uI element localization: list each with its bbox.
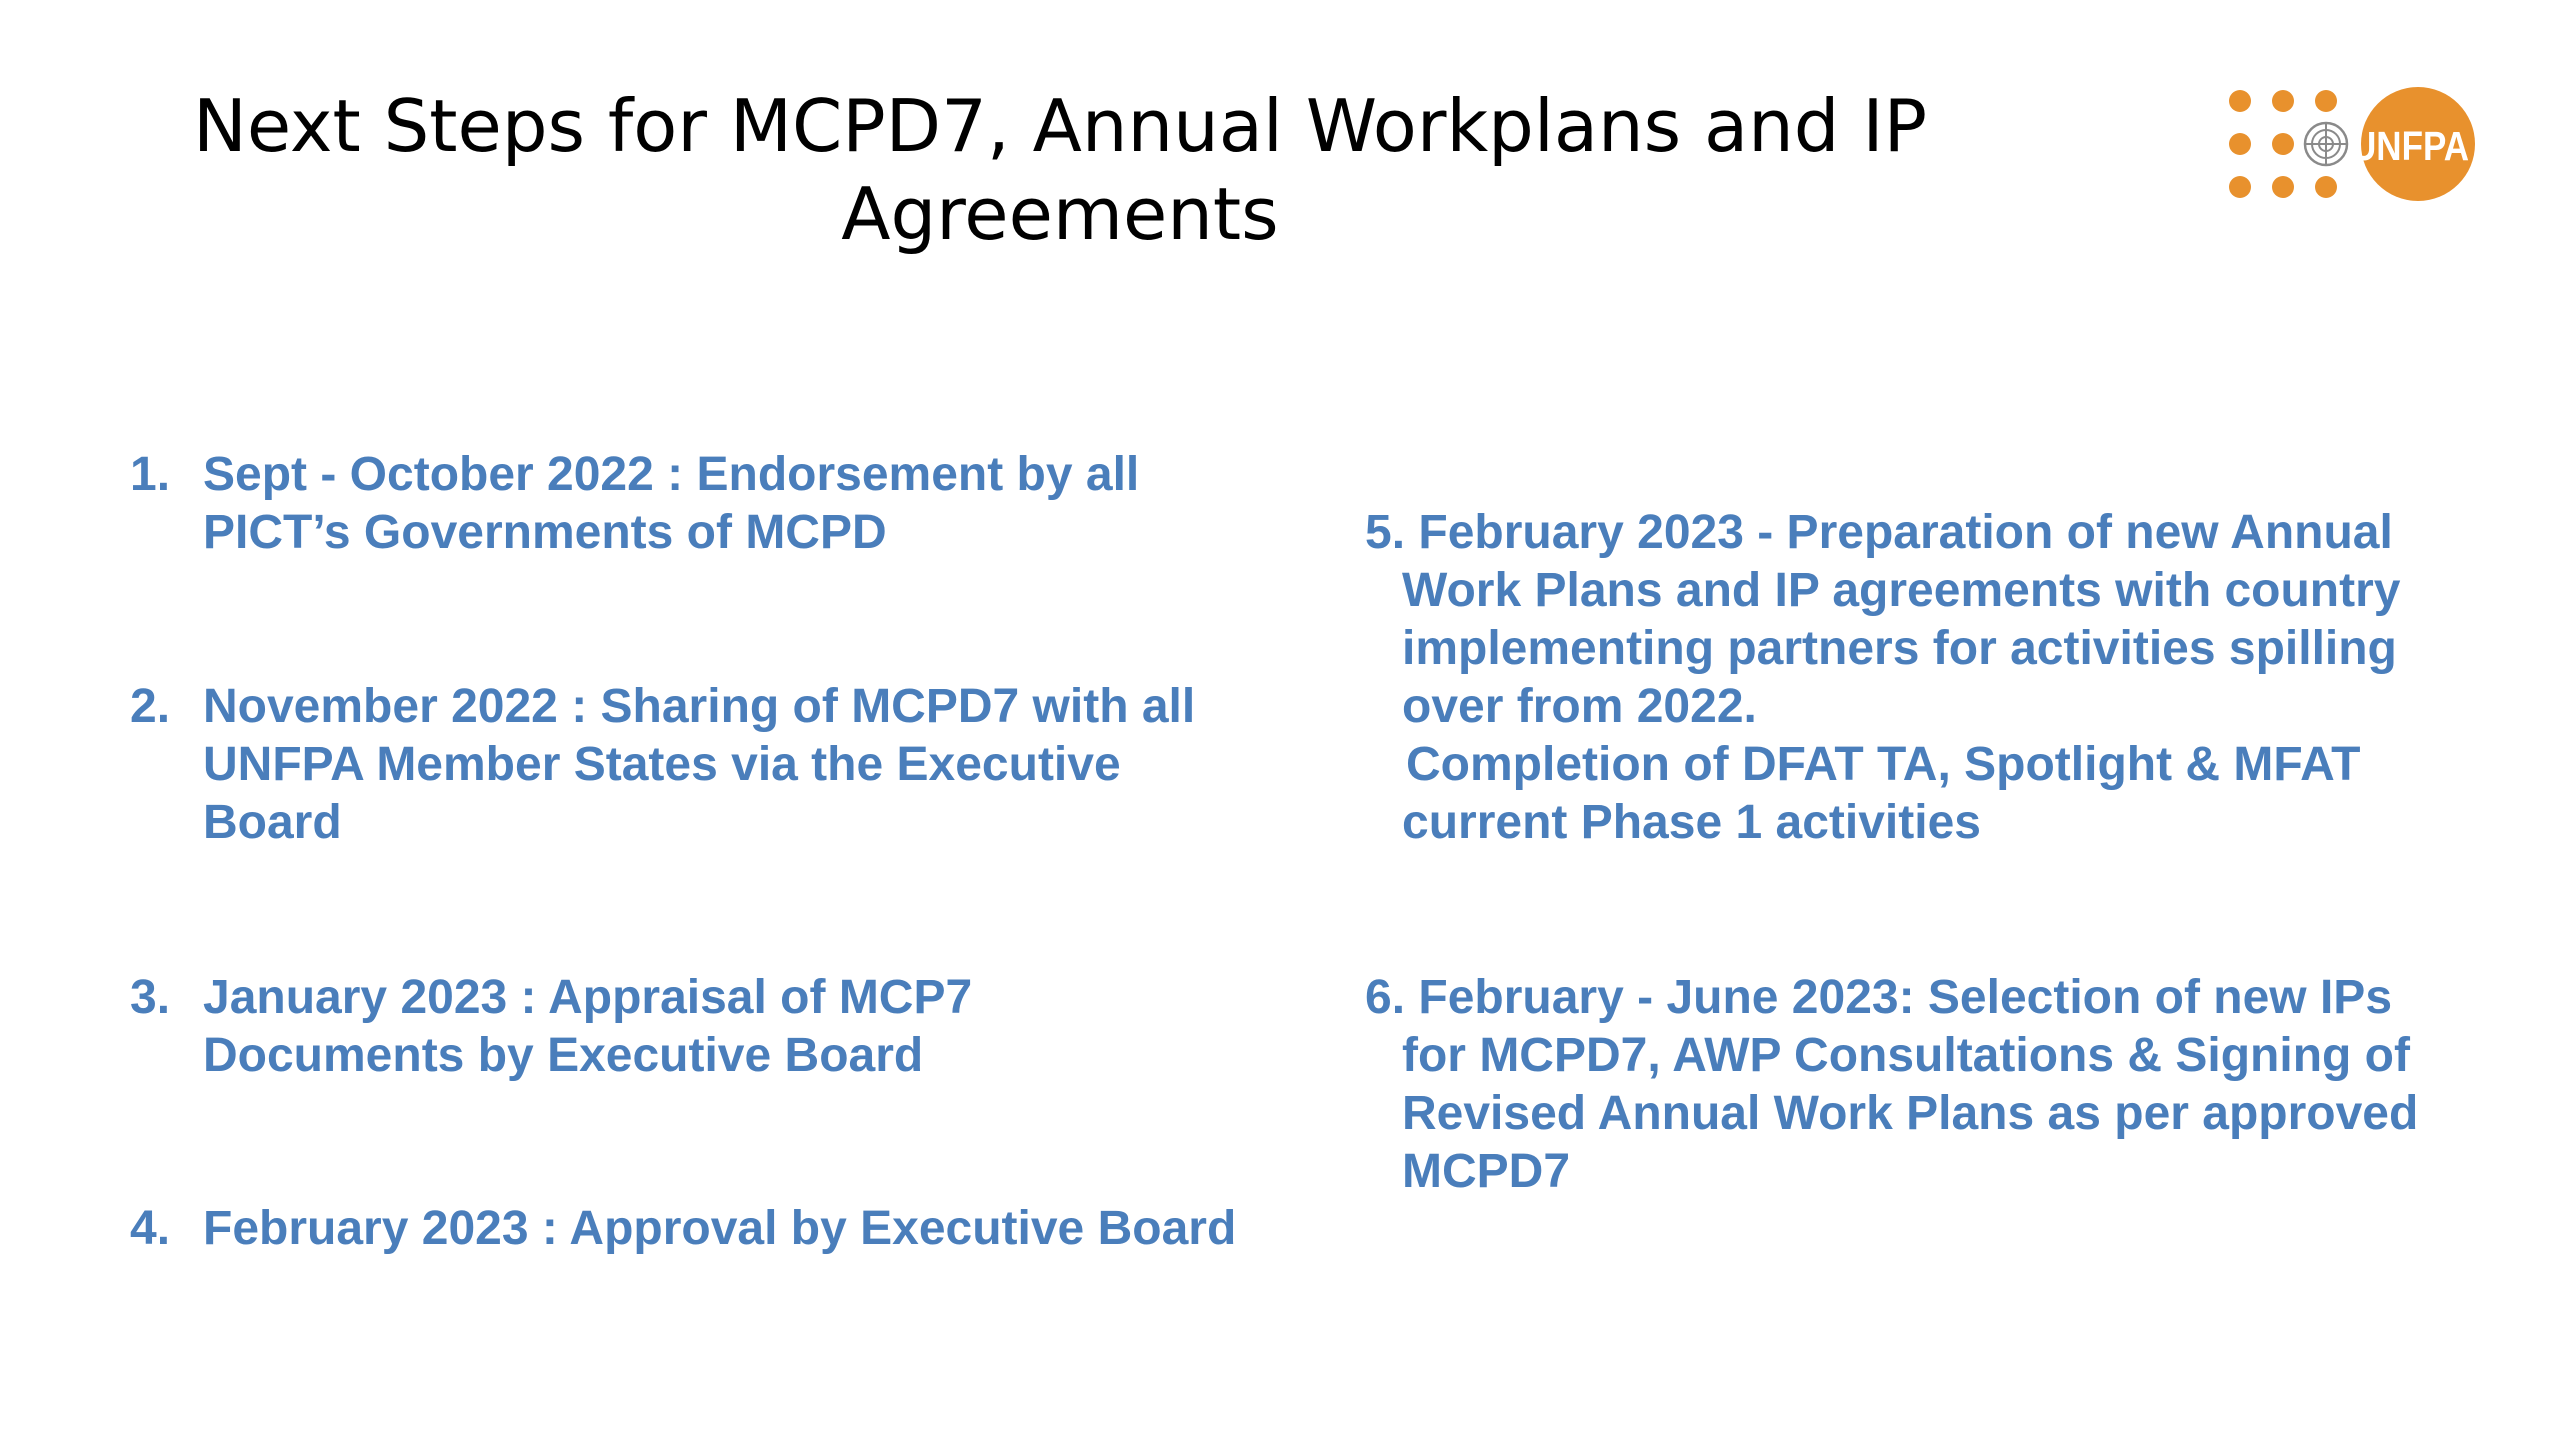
step-line: Completion of DFAT TA, Spotlight & MFAT <box>1406 738 2361 791</box>
step-item-3 <box>130 969 972 1085</box>
step-line: Documents by Executive Board <box>203 1029 924 1082</box>
step-number: 1. <box>130 448 171 501</box>
step-line: February - June 2023: Selection of new IPs <box>1418 971 2393 1024</box>
step-line: November 2022 : Sharing of MCPD7 with all <box>203 680 1196 733</box>
step-line: Board <box>203 796 342 849</box>
step-line: Revised Annual Work Plans as per approved <box>1402 1087 2419 1140</box>
step-line: Work Plans and IP agreements with country <box>1402 564 2401 617</box>
step-line: January 2023 : Appraisal of MCP7 <box>203 971 973 1024</box>
step-line: implementing partners for activities spilling <box>1402 622 2397 675</box>
step-number: 2. <box>130 680 171 733</box>
step-line: February 2023 - Preparation of new Annual <box>1418 506 2393 559</box>
step-item-2 <box>130 678 1195 852</box>
step-item-4 <box>130 1200 1236 1258</box>
step-line: for MCPD7, AWP Consultations & Signing of <box>1402 1029 2410 1082</box>
slide-title <box>150 82 1970 258</box>
step-number: 4. <box>130 1202 171 1255</box>
step-line: February 2023 : Approval by Executive Board <box>203 1202 1237 1255</box>
step-number: 3. <box>130 971 171 1024</box>
title-line-2: Agreements <box>841 172 1279 256</box>
step-number: 6. <box>1365 971 1406 1024</box>
step-line: MCPD7 <box>1402 1145 1571 1198</box>
un-emblem-icon <box>2305 123 2347 165</box>
step-line: PICT’s Governments of MCPD <box>203 506 887 559</box>
step-item-5 <box>1365 504 2400 852</box>
step-line: current Phase 1 activities <box>1402 796 1981 849</box>
step-line: over from 2022. <box>1402 680 1757 733</box>
step-item-6 <box>1365 969 2418 1201</box>
logo-text: UNFPA <box>2351 123 2469 169</box>
step-item-1 <box>130 446 1139 562</box>
step-number: 5. <box>1365 506 1406 559</box>
step-line: UNFPA Member States via the Executive <box>203 738 1121 791</box>
unfpa-logo-graphic <box>2228 76 2488 216</box>
step-line: Sept - October 2022 : Endorsement by all <box>203 448 1140 501</box>
title-line-1: Next Steps for MCPD7, Annual Workplans and IP <box>192 84 1927 168</box>
unfpa-logo <box>2228 76 2488 216</box>
